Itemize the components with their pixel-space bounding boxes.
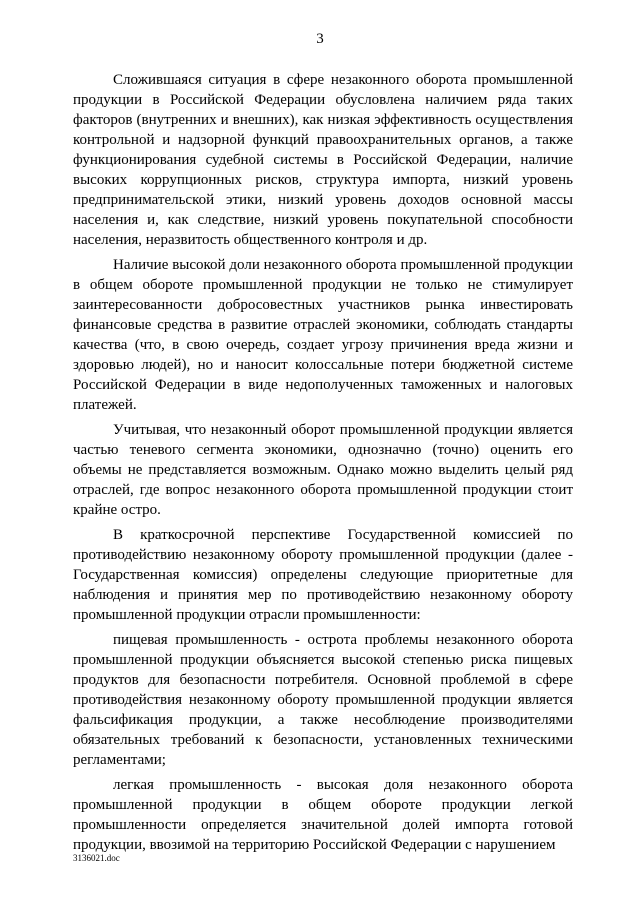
document-body [73,70,573,860]
file-name-footer: 3136021.doc [73,853,120,863]
paragraph: Наличие высокой доли незаконного оборота промышленной продукции в общем обороте промышленной продукции не только не стимулирует заинтересованности добросовестных участников рынка инвестировать финансовые средства в развитие отраслей экономики, соблюдать стандарты качества (что, в свою очередь, создает угрозу причинения вреда жизни и здоровью людей), но и наносит колоссальные потери бюджетной системе Российской Федерации в виде недополученных таможенных и налоговых платежей. [73,257,573,413]
page-number: 3 [316,31,324,47]
paragraph: Учитывая, что незаконный оборот промышленной продукции является частью теневого сегмента экономики, однозначно (точно) оценить его объемы не представляется возможным. Однако можно выделить целый ряд отраслей, где вопрос незаконного оборота промышленной продукции стоит крайне остро. [73,422,573,518]
paragraph: В краткосрочной перспективе Государственной комиссией по противодействию незаконному обороту промышленной продукции (далее - Государственная комиссия) определены следующие приоритетные для наблюдения и принятия мер по противодействию незаконному обороту промышленной продукции отрасли промышленности: [73,527,573,623]
paragraph: легкая промышленность - высокая доля незаконного оборота промышленной продукции в общем обороте продукции легкой промышленности определяется значительной долей импорта готовой продукции, ввозимой на территорию Российской Федерации с нарушением [73,777,573,853]
paragraph: пищевая промышленность - острота проблемы незаконного оборота промышленной продукции объясняется высокой степенью риска пищевых продуктов для безопасности потребителя. Основной проблемой в сфере противодействия незаконному обороту промышленной продукции является фальсификация продукции, а также несоблюдение производителями обязательных требований к безопасности, установленных техническими регламентами; [73,632,573,768]
paragraph: Сложившаяся ситуация в сфере незаконного оборота промышленной продукции в Российской Федерации обусловлена наличием ряда таких факторов (внутренних и внешних), как низкая эффективность осуществления контрольной и надзорной функций правоохранительных органов, а также функционирования судебной системы в Российской Федерации, наличие высоких коррупционных рисков, структура импорта, низкий уровень предпринимательской этики, низкий уровень доходов основной массы населения и, как следствие, низкий уровень покупательной способности населения, неразвитость общественного контроля и др. [73,72,573,248]
